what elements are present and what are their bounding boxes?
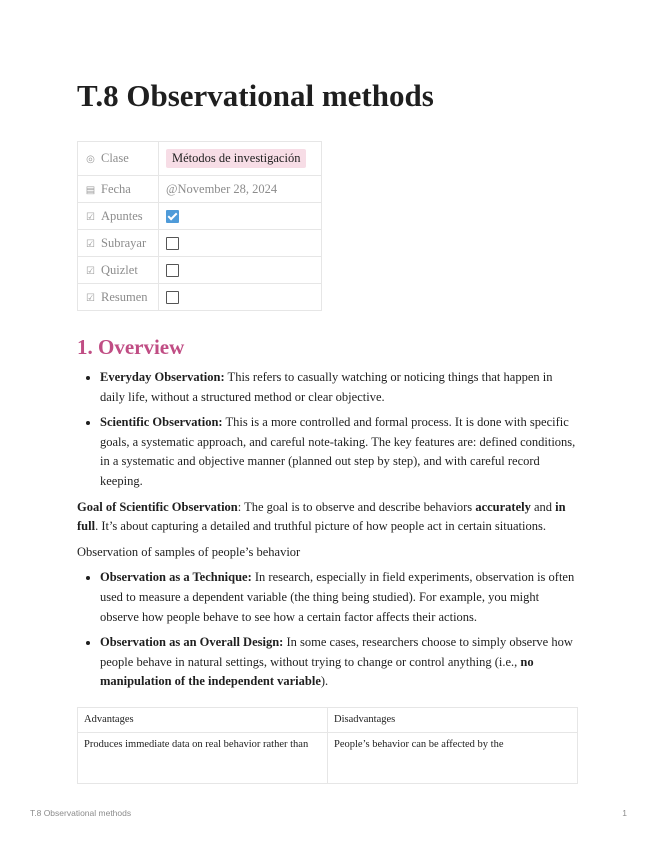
property-row-subrayar xyxy=(78,230,322,257)
goal-paragraph xyxy=(77,498,578,537)
goal-text: : The goal is to observe and describe behaviors xyxy=(237,499,476,514)
goal-label: Goal of Scientific Observation xyxy=(77,499,238,514)
advantages-table xyxy=(77,707,578,784)
subrayar-checkbox[interactable] xyxy=(166,237,179,250)
checkbox-property-icon: ☑ xyxy=(86,292,95,304)
table-cell: People’s behavior can be affected by the xyxy=(328,733,578,784)
term-bold: Observation as a Technique: xyxy=(100,570,252,585)
property-row-quizlet xyxy=(78,257,322,284)
samples-paragraph: Observation of samples of people’s behavior xyxy=(77,544,301,559)
property-row-fecha xyxy=(78,176,322,203)
checkbox-property-icon: ☑ xyxy=(86,265,95,277)
table-header-row xyxy=(78,708,578,733)
property-key: Quizlet xyxy=(101,262,138,277)
property-key: Subrayar xyxy=(101,235,147,250)
list-item xyxy=(100,368,578,407)
list-item xyxy=(100,413,578,491)
term-emphasis: no manipulation of the independent variable xyxy=(100,654,534,689)
list-item xyxy=(100,633,578,692)
property-row-apuntes xyxy=(78,203,322,230)
resumen-checkbox[interactable] xyxy=(166,291,179,304)
property-key: Clase xyxy=(101,151,129,165)
table-cell: Produces immediate data on real behavior rather than xyxy=(78,733,328,784)
page-number: 1 xyxy=(622,808,627,818)
observation-list xyxy=(77,568,578,692)
goal-emphasis: in full xyxy=(77,499,566,534)
footer-title: T.8 Observational methods xyxy=(30,808,132,818)
quizlet-checkbox[interactable] xyxy=(166,264,179,277)
apuntes-checkbox[interactable] xyxy=(166,210,179,223)
term-text: In some cases, researchers choose to simply observe how people behave in natural settings, without trying to change or control anything (i.e., xyxy=(100,635,573,669)
term-text: ). xyxy=(320,674,329,689)
checkbox-property-icon: ☑ xyxy=(86,211,95,223)
table-header-cell: Advantages xyxy=(78,708,328,733)
term-bold: Everyday Observation: xyxy=(100,370,225,384)
fecha-value[interactable]: @November 28, 2024 xyxy=(159,176,322,203)
table-header-cell: Disadvantages xyxy=(328,708,578,733)
table-row xyxy=(78,733,578,784)
properties-table xyxy=(77,141,322,311)
property-key: Resumen xyxy=(101,289,148,304)
property-key: Apuntes xyxy=(101,208,143,223)
term-bold: Observation as an Overall Design: xyxy=(100,635,284,650)
list-item xyxy=(100,568,578,627)
goal-text: . It’s about capturing a detailed and truthful picture of how people act in certain situations. xyxy=(95,519,546,534)
overview-list xyxy=(77,368,578,492)
property-row-resumen xyxy=(78,284,322,311)
document-body xyxy=(77,368,578,698)
property-row-clase xyxy=(78,142,322,176)
page-footer xyxy=(30,808,627,818)
calendar-icon: ▤ xyxy=(85,184,96,196)
clase-tag[interactable]: Métodos de investigación xyxy=(166,149,306,168)
term-text: In research, especially in field experiments, observation is often used to measure a dependent variable (the thing being studied). For example, you might observe how people behave to see how a certain factor affects their actions. xyxy=(100,570,575,624)
term-text: This refers to casually watching or noticing things that happen in daily life, without a structured method or clear objective. xyxy=(100,370,553,404)
checkbox-property-icon: ☑ xyxy=(86,238,95,250)
page-title: T.8 Observational methods xyxy=(77,78,434,113)
term-bold: Scientific Observation: xyxy=(100,415,223,430)
target-icon: ◎ xyxy=(86,154,95,165)
property-key: Fecha xyxy=(101,181,131,196)
term-text: This is a more controlled and formal process. It is done with specific goals, a systematic approach, and careful note-taking. The key features are: defined conditions, in a systematic and objective manner (planned out step by step), and with careful record keeping. xyxy=(100,415,576,488)
section-heading: 1. Overview xyxy=(77,335,185,359)
goal-text: and xyxy=(530,499,556,514)
goal-emphasis: accurately xyxy=(475,499,531,514)
